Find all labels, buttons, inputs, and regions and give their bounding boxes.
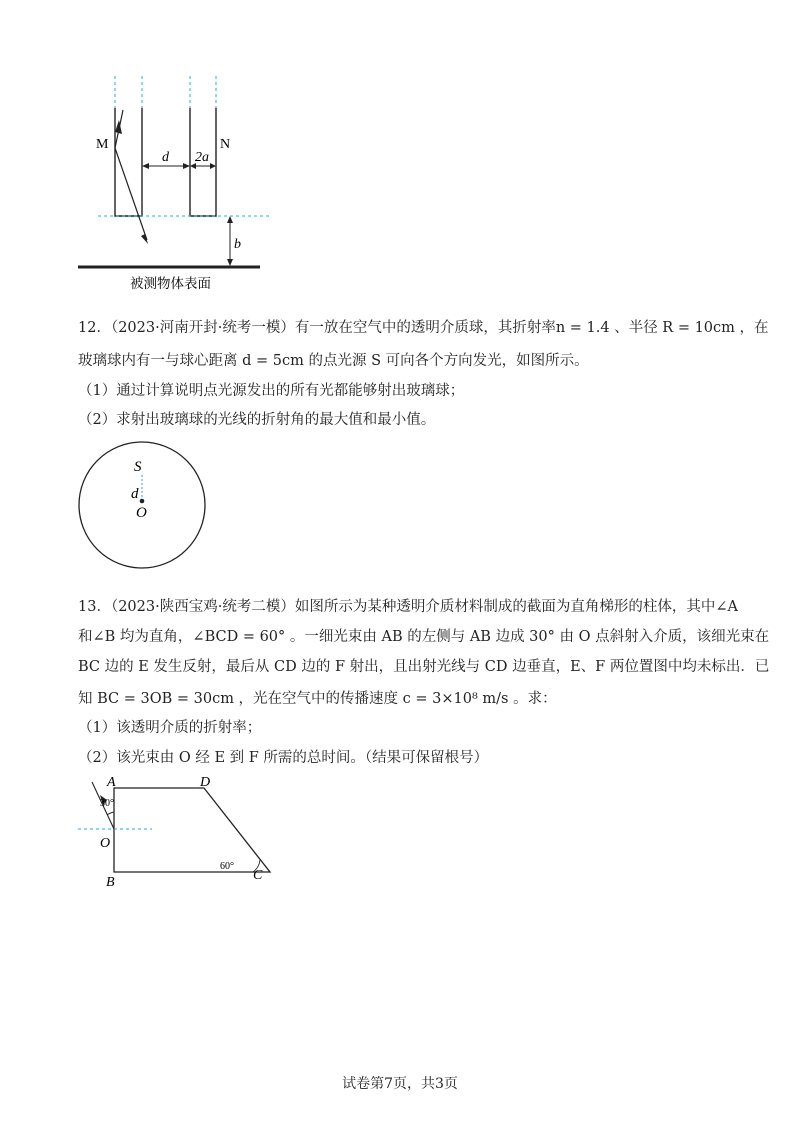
angle-60-label: 60° <box>220 861 234 872</box>
2a-arrow-right <box>210 163 216 169</box>
fig11-diagram <box>70 70 290 300</box>
b-arrow-top <box>227 216 233 223</box>
q13-sub-1: （1）该透明介质的折射率； <box>78 720 262 736</box>
q12-sub-2: （2）求射出玻璃球的光线的折射角的最大值和最小值。 <box>78 412 436 428</box>
label-m: M <box>96 137 109 152</box>
label-d: D <box>200 775 211 790</box>
surface-caption: 被测物体表面 <box>130 276 211 291</box>
angle-30-arc <box>107 812 114 815</box>
label-c: C <box>253 868 263 883</box>
label-a: A <box>107 775 116 790</box>
q12-sub-1: （1）通过计算说明点光源发出的所有光都能够射出玻璃球； <box>78 383 465 399</box>
q12-line-1: 12．（2023·河南开封·统考一模）有一放在空气中的透明介质球，其折射率n = 1.4 、半径 R = 10cm ，在 <box>78 320 769 336</box>
q13-line-3: BC 边的 E 发生反射，最后从 CD 边的 F 射出，且出射光线与 CD 边垂直，E、F 两位置图中均未标出．已 <box>78 659 770 675</box>
label-2a: 2a <box>195 150 209 165</box>
d-arrow-left <box>142 163 149 169</box>
angle-30-label: 30° <box>100 798 114 809</box>
label-o: O <box>100 836 111 851</box>
label-o: O <box>136 505 147 521</box>
q13-line-2: 和∠B 均为直角，∠BCD = 60° 。一细光束由 AB 的左侧与 AB 边成 30° 由 O 点斜射入介质，该细光束在 <box>78 629 770 645</box>
q13-line-1: 13．（2023·陕西宝鸡·统考二模）如图所示为某种透明介质材料制成的截面为直角梯形的柱体，其中∠A <box>78 599 738 615</box>
label-d: d <box>131 486 139 502</box>
b-arrow-bottom <box>227 259 233 266</box>
label-d: d <box>162 150 169 165</box>
q13-sub-2: （2）该光束由 O 经 E 到 F 所需的总时间。（结果可保留根号） <box>78 750 489 766</box>
q13-trapezoid-diagram <box>70 770 280 890</box>
q12-sphere-diagram <box>76 440 216 580</box>
q13-line-4: 知 BC = 3OB = 30cm ，光在空气中的传播速度 c = 3×10⁸ m/s 。求： <box>78 691 557 707</box>
page-footer: 试卷第7页，共3页 <box>342 1076 458 1092</box>
d-arrow-right <box>183 163 190 169</box>
label-s: S <box>134 459 142 475</box>
label-n: N <box>220 137 231 152</box>
trapezoid-abcd <box>114 788 270 872</box>
q12-line-2: 玻璃球内有一与球心距离 d = 5cm 的点光源 S 可向各个方向发光，如图所示。 <box>78 353 589 369</box>
center-point <box>140 499 145 504</box>
label-b: B <box>106 875 115 890</box>
label-b: b <box>234 237 241 252</box>
